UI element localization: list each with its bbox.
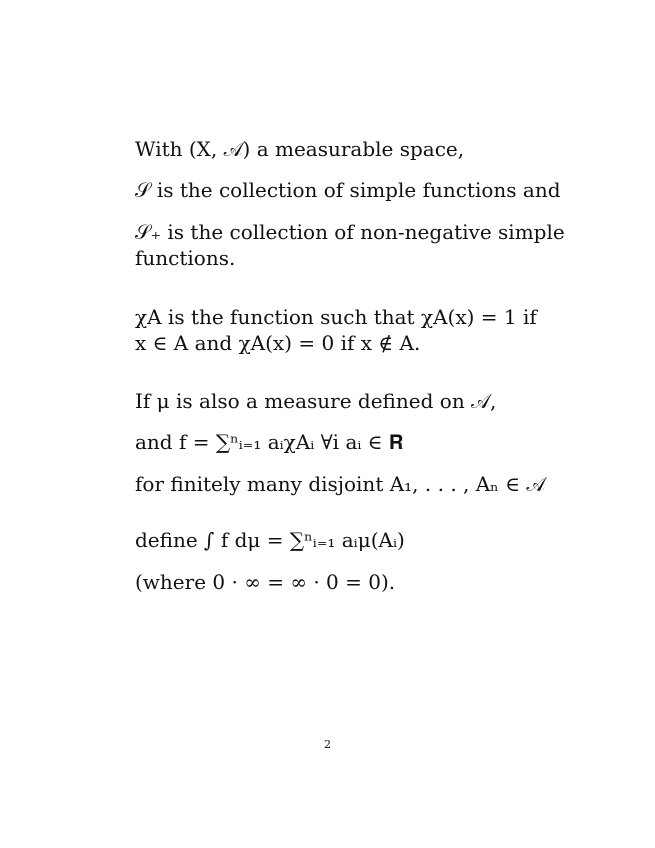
text-line-infinity-convention: (where 0 · ∞ = ∞ · 0 = 0). — [135, 570, 396, 594]
text-line-functions: functions. — [135, 246, 236, 270]
text-line-integral-definition: define ∫ f dμ = ∑ⁿᵢ₌₁ aᵢμ(Aᵢ) — [135, 528, 405, 552]
text-line-measure: If μ is also a measure defined on 𝒜, — [135, 389, 497, 413]
text-line-non-negative: 𝒮₊ is the collection of non-negative simple — [135, 220, 565, 244]
page-number: 2 — [324, 738, 331, 751]
text-line-measurable-space: With (X, 𝒜) a measurable space, — [135, 137, 465, 161]
text-line-simple-sum: and f = ∑ⁿᵢ₌₁ aᵢχAᵢ ∀i aᵢ ∈ 𝐑 — [135, 430, 404, 454]
text-line-indicator-cases: x ∈ A and χA(x) = 0 if x ∉ A. — [135, 331, 421, 355]
text-line-disjoint-sets: for finitely many disjoint A₁, . . . , Aₙ ∈ 𝒜 — [135, 472, 546, 496]
text-line-indicator-definition: χA is the function such that χA(x) = 1 if — [135, 305, 537, 329]
text-line-simple-functions: 𝒮 is the collection of simple functions and — [135, 178, 561, 202]
